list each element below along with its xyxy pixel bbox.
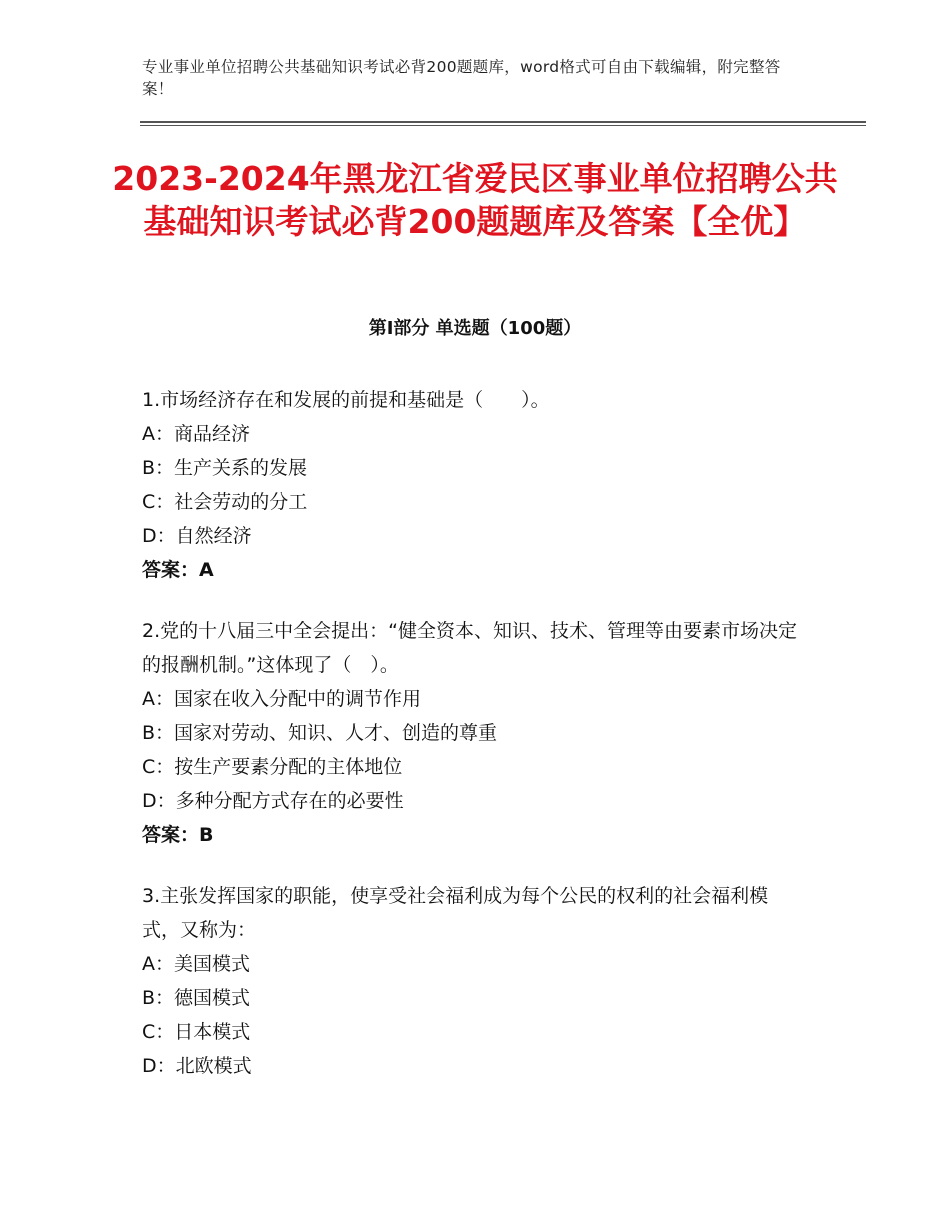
question-stem: 1.市场经济存在和发展的前提和基础是（ ）。 (142, 389, 550, 411)
option-b: B：国家对劳动、知识、人才、创造的尊重 (142, 722, 498, 744)
document-title: 2023-2024年黑龙江省爱民区事业单位招聘公共基础知识考试必背200题题库及答案【全优】 (112, 159, 838, 241)
option-b: B：德国模式 (142, 987, 251, 1009)
header-divider-thin (140, 125, 866, 126)
option-a: A：国家在收入分配中的调节作用 (142, 688, 421, 710)
question-3 (142, 879, 802, 1083)
option-a: A：商品经济 (142, 423, 250, 445)
header-note: 专业事业单位招聘公共基础知识考试必背200题题库，word格式可自由下载编辑，附完整答案！ (142, 58, 781, 98)
header-divider (140, 121, 866, 123)
option-d: D：多种分配方式存在的必要性 (142, 790, 404, 812)
option-a: A：美国模式 (142, 953, 250, 975)
answer-line: 答案：B (142, 824, 214, 846)
option-b: B：生产关系的发展 (142, 457, 308, 479)
section-title: 第Ⅰ部分 单选题（100题） (368, 318, 582, 339)
option-d: D：自然经济 (142, 525, 252, 547)
option-d: D：北欧模式 (142, 1055, 252, 1077)
question-1 (142, 383, 802, 587)
question-list (142, 383, 802, 1110)
option-c: C：按生产要素分配的主体地位 (142, 756, 403, 778)
question-stem: 2.党的十八届三中全会提出：“健全资本、知识、技术、管理等由要素市场决定的报酬机制。”这体现了（ ）。 (142, 620, 797, 676)
answer-line: 答案：A (142, 559, 214, 581)
option-c: C：日本模式 (142, 1021, 251, 1043)
option-c: C：社会劳动的分工 (142, 491, 308, 513)
question-stem: 3.主张发挥国家的职能，使享受社会福利成为每个公民的权利的社会福利模式，又称为： (142, 885, 769, 941)
question-2 (142, 614, 802, 852)
